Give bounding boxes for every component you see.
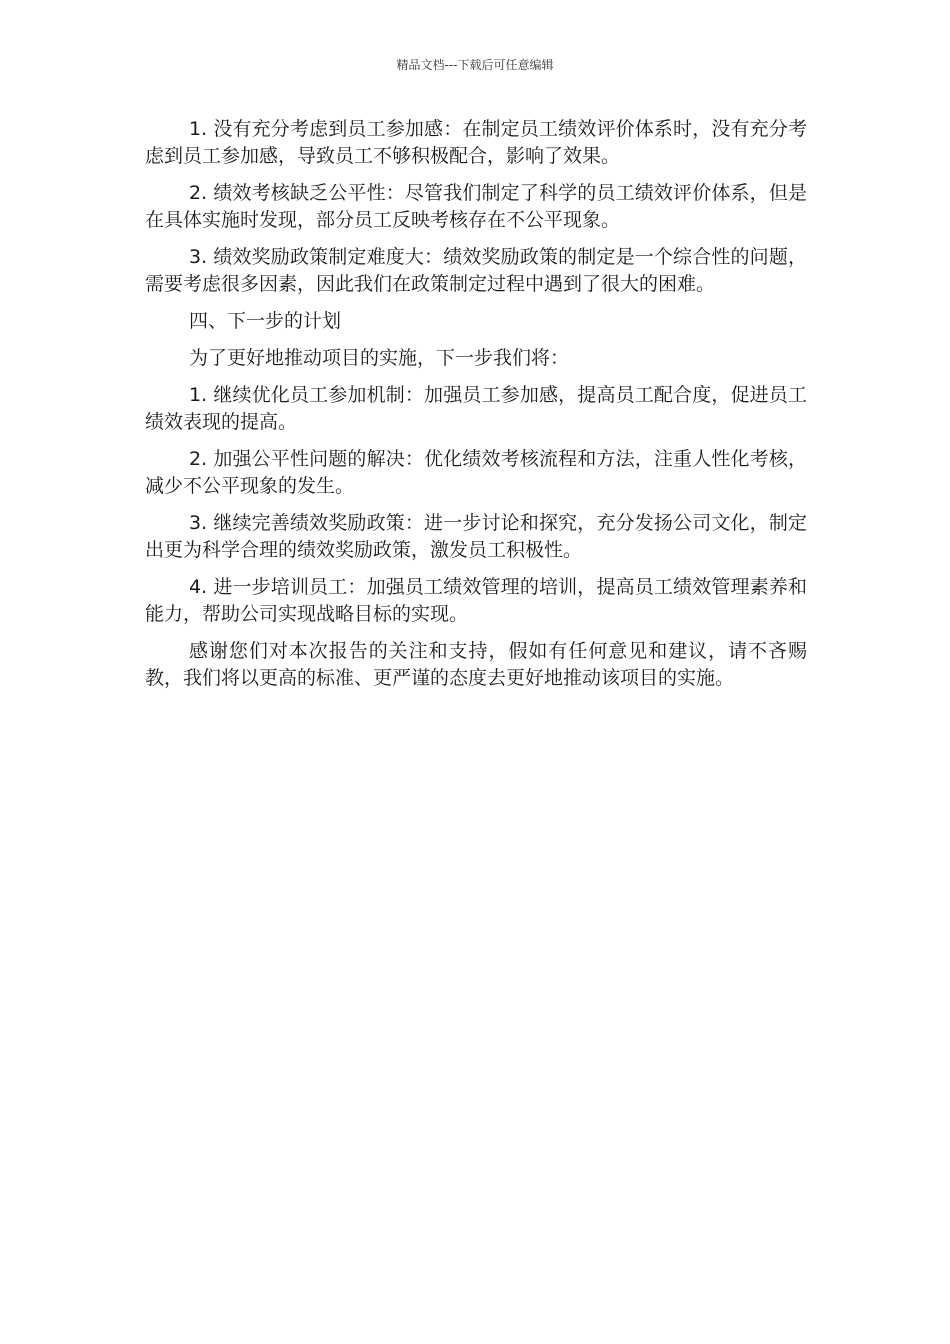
page-header: 精品文档---下载后可任意编辑 — [396, 58, 554, 72]
plan-item-2: 2. 加强公平性问题的解决：优化绩效考核流程和方法，注重人性化考核，减少不公平现象的发生。 — [145, 448, 807, 497]
problem-item-1: 1. 没有充分考虑到员工参加感：在制定员工绩效评价体系时，没有充分考虑到员工参加感，导致员工不够积极配合，影响了效果。 — [145, 118, 807, 167]
plan-item-1: 1. 继续优化员工参加机制：加强员工参加感，提高员工配合度，促进员工绩效表现的提高。 — [145, 384, 807, 433]
plan-item-4: 4. 进一步培训员工：加强员工绩效管理的培训，提高员工绩效管理素养和能力，帮助公司实现战略目标的实现。 — [145, 576, 807, 625]
plan-intro: 为了更好地推动项目的实施，下一步我们将： — [189, 347, 570, 369]
plan-item-3: 3. 继续完善绩效奖励政策：进一步讨论和探究，充分发扬公司文化，制定出更为科学合理的绩效奖励政策，激发员工积极性。 — [145, 512, 807, 561]
closing-paragraph: 感谢您们对本次报告的关注和支持，假如有任何意见和建议，请不吝赐教，我们将以更高的标准、更严谨的态度去更好地推动该项目的实施。 — [145, 640, 807, 689]
section-heading-next-steps: 四、下一步的计划 — [189, 310, 342, 332]
document-body — [145, 116, 807, 702]
problem-item-3: 3. 绩效奖励政策制定难度大：绩效奖励政策的制定是一个综合性的问题，需要考虑很多因素，因此我们在政策制定过程中遇到了很大的困难。 — [145, 246, 807, 295]
problem-item-2: 2. 绩效考核缺乏公平性：尽管我们制定了科学的员工绩效评价体系，但是在具体实施时发现，部分员工反映考核存在不公平现象。 — [145, 182, 807, 231]
